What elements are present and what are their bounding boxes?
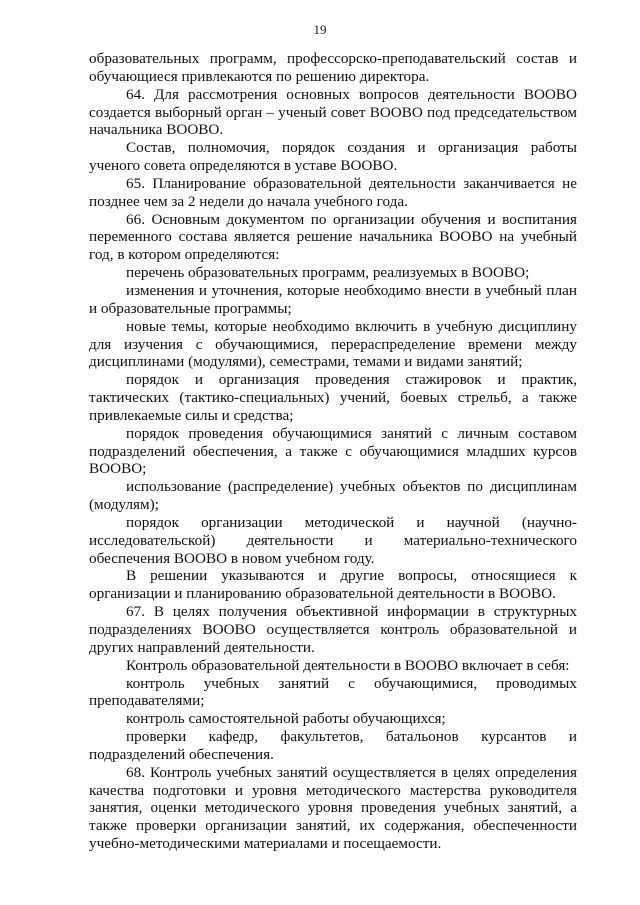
paragraph: порядок организации методической и научной (научно-исследовательской) деятельности и материально-технического обеспечения ВООВО в новом учебном году. (89, 513, 577, 567)
paragraph: 68. Контроль учебных занятий осуществляется в целях определения качества подготовки и уровня методического мастерства руководителя занятия, оценки методического уровня проведения учебных занятий, а также проверки организации занятий, их содержания, обеспеченности учебно-методическими материалами и посещаемости. (89, 763, 577, 853)
paragraph: использование (распределение) учебных объектов по дисциплинам (модулям); (89, 478, 577, 514)
paragraph: 67. В целях получения объективной информации в структурных подразделениях ВООВО осуществляется контроль образовательной и других направлений деятельности. (89, 603, 577, 656)
paragraph: порядок и организация проведения стажировок и практик, тактических (тактико-специальных) учений, боевых стрельб, а также привлекаемые силы и средства; (89, 371, 577, 424)
paragraph: 64. Для рассмотрения основных вопросов деятельности ВООВО создается выборный орган – ученый совет ВООВО под председательством начальника ВООВО. (89, 85, 577, 139)
paragraph: образовательных программ, профессорско-преподавательский состав и обучающиеся привлекаются по решению директора. (89, 50, 577, 85)
paragraph: порядок проведения обучающимися занятий с личным составом подразделений обеспечения, а также с обучающимися младших курсов ВООВО; (89, 424, 577, 478)
paragraph: 66. Основным документом по организации обучения и воспитания переменного состава является решение начальника ВООВО на учебный год, в котором определяются: (89, 210, 577, 264)
paragraph: 65. Планирование образовательной деятельности заканчивается не позднее чем за 2 недели до начала учебного года. (89, 174, 577, 210)
page-number: 19 (313, 22, 327, 37)
paragraph: проверки кафедр, факультетов, батальонов курсантов и подразделений обеспечения. (89, 728, 577, 763)
paragraph: перечень образовательных программ, реализуемых в ВООВО; (126, 264, 530, 282)
paragraph: Контроль образовательной деятельности в ВООВО включает в себя: (126, 656, 570, 674)
paragraph: контроль самостоятельной работы обучающихся; (126, 710, 446, 728)
paragraph: новые темы, которые необходимо включить в учебную дисциплину для изучения с обучающимися, перераспределение времени между дисциплинами (модулями), семестрами, темами и видами занятий; (89, 317, 577, 371)
paragraph: изменения и уточнения, которые необходимо внести в учебный план и образовательные программы; (89, 281, 577, 317)
paragraph: В решении указываются и другие вопросы, относящиеся к организации и планированию образовательной деятельности в ВООВО. (89, 567, 577, 603)
paragraph: Состав, полномочия, порядок создания и организация работы ученого совета определяются в уставе ВООВО. (89, 139, 577, 175)
body-text (89, 50, 577, 853)
paragraph: контроль учебных занятий с обучающимися, проводимых преподавателями; (89, 674, 577, 710)
